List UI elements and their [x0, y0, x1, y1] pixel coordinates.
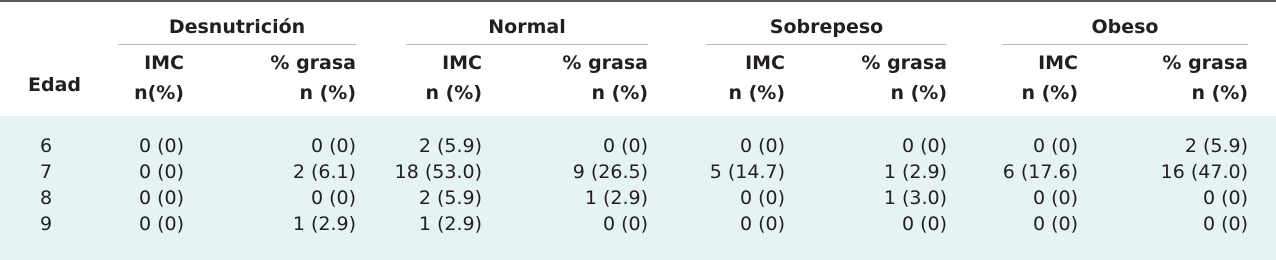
- table-cell: 0 (0): [310, 135, 356, 157]
- table-cell: 0 (0): [310, 187, 356, 209]
- table-cell: 2 (5.9): [418, 187, 482, 209]
- group-rule: [1002, 44, 1248, 45]
- table-cell: 2 (5.9): [1184, 135, 1248, 157]
- table-cell: 0 (0): [1202, 187, 1248, 209]
- table-cell: 0 (0): [1202, 213, 1248, 235]
- group-rule: [406, 44, 648, 45]
- column-header-line1: IMC: [1038, 52, 1078, 74]
- row-header: Edad: [28, 74, 82, 96]
- table-cell: 16 (47.0): [1160, 161, 1248, 183]
- column-header-line1: IMC: [144, 52, 184, 74]
- column-header-line2: n (%): [890, 82, 947, 104]
- table-cell: 0 (0): [1032, 187, 1078, 209]
- table-cell: 0 (0): [138, 161, 184, 183]
- group-rule: [706, 44, 947, 45]
- column-header-line1: % grasa: [270, 52, 356, 74]
- table-cell: 1 (3.0): [883, 187, 947, 209]
- table-cell: 2 (6.1): [292, 161, 356, 183]
- table-cell: 0 (0): [138, 135, 184, 157]
- table-cell: 0 (0): [739, 187, 785, 209]
- column-header-line2: n (%): [728, 82, 785, 104]
- table-cell: 5 (14.7): [709, 161, 785, 183]
- column-header-line2: n(%): [134, 82, 184, 104]
- table-cell: 0 (0): [138, 213, 184, 235]
- table-cell: 0 (0): [739, 213, 785, 235]
- table-cell: 1 (2.9): [418, 213, 482, 235]
- column-header-line2: n (%): [591, 82, 648, 104]
- table-cell: 0 (0): [1032, 213, 1078, 235]
- column-header-line2: n (%): [299, 82, 356, 104]
- column-header-line2: n (%): [1191, 82, 1248, 104]
- table-cell: 1 (2.9): [584, 187, 648, 209]
- group-rule: [118, 44, 356, 45]
- table-cell: 2 (5.9): [418, 135, 482, 157]
- table-cell: 0 (0): [901, 213, 947, 235]
- group-title: Normal: [488, 16, 566, 38]
- table-cell: 0 (0): [901, 135, 947, 157]
- column-header-line2: n (%): [1021, 82, 1078, 104]
- column-header-line1: IMC: [745, 52, 785, 74]
- table-cell: 18 (53.0): [394, 161, 482, 183]
- table-cell: 1 (2.9): [292, 213, 356, 235]
- column-header-line1: % grasa: [861, 52, 947, 74]
- table-cell: 0 (0): [739, 135, 785, 157]
- group-title: Desnutrición: [168, 16, 306, 38]
- table-cell: 0 (0): [138, 187, 184, 209]
- table-cell: 0 (0): [602, 135, 648, 157]
- table-cell: 0 (0): [1032, 135, 1078, 157]
- group-title: Sobrepeso: [769, 16, 884, 38]
- age-cell: 8: [40, 187, 53, 209]
- age-cell: 7: [40, 161, 53, 183]
- table-cell: 6 (17.6): [1002, 161, 1078, 183]
- column-header-line1: % grasa: [562, 52, 648, 74]
- column-header-line2: n (%): [425, 82, 482, 104]
- age-cell: 9: [40, 213, 53, 235]
- table-cell: 1 (2.9): [883, 161, 947, 183]
- age-cell: 6: [40, 135, 53, 157]
- column-header-line1: IMC: [442, 52, 482, 74]
- group-title: Obeso: [1091, 16, 1159, 38]
- table-cell: 0 (0): [602, 213, 648, 235]
- column-header-line1: % grasa: [1162, 52, 1248, 74]
- table-cell: 9 (26.5): [572, 161, 648, 183]
